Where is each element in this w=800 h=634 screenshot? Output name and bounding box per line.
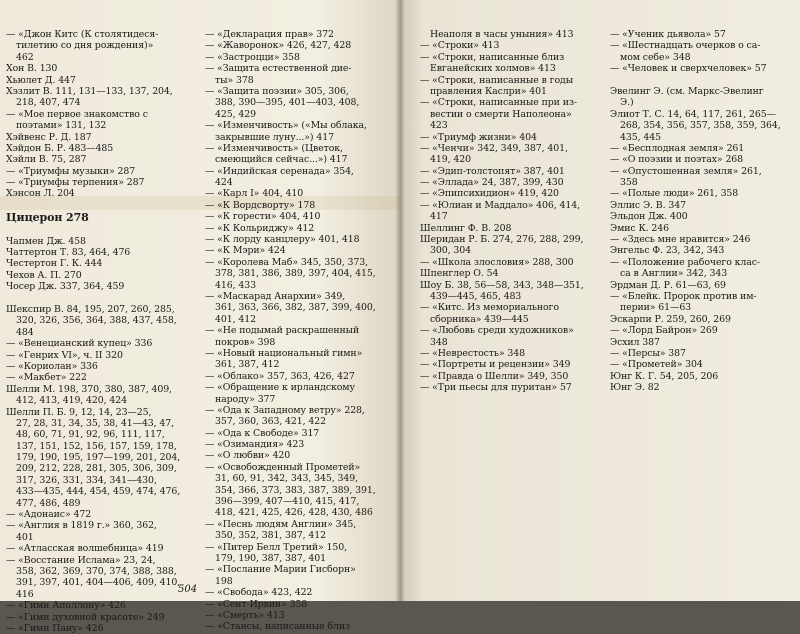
index-entry: — «К горести» 404, 410 xyxy=(205,211,321,223)
index-entry-continuation: 439—445, 465, 483 xyxy=(430,290,522,302)
index-entry: — «Гимн Аполлону» 426 xyxy=(6,600,126,612)
index-entry: — «Эллада» 24, 387, 399, 430 xyxy=(420,177,564,189)
index-entry: — «Портреты и рецензии» 349 xyxy=(420,359,571,371)
index-entry: Эллис Э. В. 347 xyxy=(610,199,686,211)
index-entry: — «Строки» 413 xyxy=(420,40,500,52)
index-entry-continuation: 27, 28, 31, 34, 35, 38, 41—43, 47, xyxy=(16,417,175,429)
index-entry-continuation: 433—435, 444, 454, 459, 474, 476, xyxy=(16,486,181,498)
index-entry-continuation: 354, 366, 373, 383, 387, 389, 391, xyxy=(215,484,376,496)
index-entry: — «Эпипсихидион» 419, 420 xyxy=(420,188,559,200)
index-entry: — «Блейк. Пророк против им- xyxy=(610,290,757,302)
index-entry: — «Адонаис» 472 xyxy=(6,509,92,521)
index-entry: Эвелинг Э. (см. Маркс-Эвелинг xyxy=(610,85,764,97)
index-entry: — «Строки, написанные при из- xyxy=(420,97,577,109)
index-entry: — «Питер Белл Третий» 150, xyxy=(205,541,348,553)
index-entry-continuation: тилетию со дня рождения)» xyxy=(16,40,154,52)
index-entry-continuation: смеющийся сейчас...») 417 xyxy=(215,154,348,166)
index-entry: Энгельс Ф. 23, 342, 343 xyxy=(610,245,725,257)
index-entry: — «Озимандия» 423 xyxy=(205,439,305,451)
index-entry: Шелли М. 198, 370, 380, 387, 409, xyxy=(6,383,172,395)
index-entry-continuation: 424 xyxy=(215,177,233,189)
index-entry: Чосер Дж. 337, 364, 459 xyxy=(6,281,125,293)
index-entry: — «Неврестость» 348 xyxy=(420,347,525,359)
index-entry: — «Триумф жизни» 404 xyxy=(420,131,537,143)
index-entry: — «К лорду канцлеру» 401, 418 xyxy=(205,234,360,246)
index-entry: — «Опустошенная земля» 261, xyxy=(610,165,762,177)
index-entry-continuation: 419, 420 xyxy=(430,154,471,166)
index-entry: Чехов А. П. 270 xyxy=(6,269,82,281)
index-entry: — «К Кольриджу» 412 xyxy=(205,222,315,234)
index-entry-continuation: перии» 61—63 xyxy=(620,302,692,314)
index-entry: — «Юлиан и Маддало» 406, 414, xyxy=(420,199,580,211)
index-entry: — «Маскарад Анархии» 349, xyxy=(205,290,346,302)
index-entry-continuation: покров» 398 xyxy=(215,336,276,348)
index-entry: — «Триумфы терпения» 287 xyxy=(6,177,145,189)
index-entry: — «Любовь среди художников» xyxy=(420,325,574,337)
index-entry: Юнг К. Г. 54, 205, 206 xyxy=(610,370,719,382)
index-entry-continuation: 401 xyxy=(16,531,34,543)
index-entry-continuation: 425, 429 xyxy=(215,108,256,120)
index-entry: — «Три пьесы для пуритан» 57 xyxy=(420,382,572,394)
index-entry-continuation: 300, 304 xyxy=(430,245,471,257)
index-entry: — «Ченчи» 342, 349, 387, 401, xyxy=(420,142,568,154)
index-gap xyxy=(6,200,198,211)
index-entry: — «Бесплодная земля» 261 xyxy=(610,142,745,154)
index-entry-continuation: 361, 387, 412 xyxy=(215,359,280,371)
index-entry-continuation: 209, 212, 228, 281, 305, 306, 309, xyxy=(16,463,177,475)
right-page xyxy=(400,0,800,601)
index-entry-continuation: 388, 390—395, 401—403, 408, xyxy=(215,97,360,109)
index-entry-continuation: 137, 151, 152, 156, 157, 159, 178, xyxy=(16,440,177,452)
index-entry-continuation: 378, 381, 386, 389, 397, 404, 415, xyxy=(215,268,376,280)
index-entry-continuation: 435, 445 xyxy=(620,131,661,143)
index-entry-continuation: 416 xyxy=(16,588,34,600)
index-entry-continuation: 358, 362, 369, 370, 374, 388, 388, xyxy=(16,565,177,577)
index-entry: Хьюлет Д. 447 xyxy=(6,74,76,86)
index-entry-continuation: 31, 60, 91, 342, 343, 345, 349, xyxy=(215,473,359,485)
index-entry-continuation: 484 xyxy=(16,326,34,338)
index-entry: — «Здесь мне нравится» 246 xyxy=(610,234,751,246)
index-entry: — «Гимн Пану» 426 xyxy=(6,622,104,634)
index-entry-continuation: мом себе» 348 xyxy=(620,51,691,63)
index-entry: — «К Мэри» 424 xyxy=(205,245,286,257)
index-entry: — «Полые люди» 261, 358 xyxy=(610,188,739,200)
index-entry: — «Кориолан» 336 xyxy=(6,360,98,372)
index-entry: Юнг Э. 82 xyxy=(610,382,660,394)
index-entry: Шеридан Р. Б. 274, 276, 288, 299, xyxy=(420,234,584,246)
index-column-3 xyxy=(420,29,608,394)
index-entry-continuation: 423 xyxy=(430,120,448,132)
index-entry: — «Изменчивость» («Мы облака, xyxy=(205,120,367,132)
index-entry: — «Восстание Ислама» 23, 24, xyxy=(6,554,156,566)
index-entry-continuation: 358 xyxy=(620,177,638,189)
index-entry-continuation: 350, 352, 381, 387, 412 xyxy=(215,530,327,542)
index-entry: — «Ода к Западному ветру» 228, xyxy=(205,404,365,416)
index-entry: Хэзлит В. 111, 131—133, 137, 204, xyxy=(6,85,173,97)
index-entry: Шпенглер О. 54 xyxy=(420,268,499,280)
index-entry: Шоу Б. 38, 56—58, 343, 348—351, xyxy=(420,279,584,291)
index-entry: — «Защита поэзии» 305, 306, xyxy=(205,85,349,97)
index-entry: — «Застроцци» 358 xyxy=(205,51,300,63)
index-entry: — «Венецианский купец» 336 xyxy=(6,338,153,350)
index-entry: — «Смерть» 413 xyxy=(205,609,285,621)
index-entry-continuation: 396—399, 407—410, 415, 417, xyxy=(215,496,360,508)
index-entry: — «Шестнадцать очерков о са- xyxy=(610,40,761,52)
index-entry: — «Стансы, написанные близ xyxy=(205,621,350,633)
index-entry: Чаттертон Т. 83, 464, 476 xyxy=(6,247,131,259)
index-entry: Хон В. 130 xyxy=(6,63,58,75)
index-entry-continuation: 412, 413, 419, 420, 424 xyxy=(16,395,128,407)
index-entry: — «Правда о Шелли» 349, 350 xyxy=(420,370,569,382)
index-entry-continuation: 391, 397, 401, 404—406, 409, 410, xyxy=(16,577,181,589)
index-entry: — «Освобожденный Прометей» xyxy=(205,461,361,473)
index-entry: — «Песнь людям Англии» 345, xyxy=(205,518,357,530)
index-entry: Элиот Т. С. 14, 64, 117, 261, 265— xyxy=(610,108,776,120)
index-entry-continuation: 317, 326, 331, 334, 341—430, xyxy=(16,474,157,486)
page-number: 504 xyxy=(178,584,198,595)
index-entry-continuation: 348 xyxy=(430,336,448,348)
index-entry: — «Свобода» 423, 422 xyxy=(205,587,313,599)
index-entry: Эсхил 387 xyxy=(610,336,660,348)
index-entry: — «Атласская волшебница» 419 xyxy=(6,543,164,555)
index-entry: Эрдман Д. Р. 61—63, 69 xyxy=(610,279,726,291)
index-entry: — «Строки, написанные близ xyxy=(420,51,565,63)
index-entry-continuation: 198 xyxy=(215,575,233,587)
index-entry: Цицерон 278 xyxy=(6,211,89,225)
index-entry: Хэйли В. 75, 287 xyxy=(6,154,87,166)
index-entry-continuation: 477, 486, 489 xyxy=(16,497,81,509)
index-entry: — «О любви» 420 xyxy=(205,450,291,462)
index-entry-continuation: 361, 363, 366, 382, 387, 399, 400, xyxy=(215,302,376,314)
index-entry: — «Генрих VI», ч. II 320 xyxy=(6,349,123,361)
index-entry: — «Лорд Байрон» 269 xyxy=(610,325,718,337)
index-entry-continuation: 179, 190, 387, 387, 401 xyxy=(215,552,327,564)
index-entry: Хэнсон Л. 204 xyxy=(6,188,75,200)
index-entry: Хэйдон Б. Р. 483—485 xyxy=(6,142,114,154)
index-entry: — «Обращение к ирландскому xyxy=(205,382,355,394)
index-entry-continuation: 320, 326, 356, 364, 388, 437, 458, xyxy=(16,315,177,327)
index-entry: Эльдон Дж. 400 xyxy=(610,211,688,223)
index-entry: — «Ода к Свободе» 317 xyxy=(205,427,320,439)
index-entry-continuation: 401, 412 xyxy=(215,313,256,325)
index-entry: — «Индийская серенада» 354, xyxy=(205,165,354,177)
index-entry-continuation: Неаполя в часы уныния» 413 xyxy=(430,29,574,40)
index-entry: — «Школа злословия» 288, 300 xyxy=(420,256,574,268)
index-entry: — «О поэзии и поэтах» 268 xyxy=(610,154,744,166)
index-gap xyxy=(6,224,198,235)
index-entry-continuation: вестии о смерти Наполеона» xyxy=(430,108,572,120)
index-entry: Хэйвенс Р. Д. 187 xyxy=(6,131,92,143)
index-entry-continuation: 268, 354, 356, 357, 358, 359, 364, xyxy=(620,120,781,132)
index-entry-continuation: сборника» 439—445 xyxy=(430,313,529,325)
index-entry: Чапмен Дж. 458 xyxy=(6,235,86,247)
index-entry-continuation: поэтами» 131, 132 xyxy=(16,120,107,132)
book-spine xyxy=(396,0,404,601)
index-entry: — «Жаворонок» 426, 427, 428 xyxy=(205,40,352,52)
index-entry: — «Облако» 357, 363, 426, 427 xyxy=(205,370,355,382)
index-entry-continuation: Э.) xyxy=(620,97,634,109)
index-entry: — «Ученик дьявола» 57 xyxy=(610,29,726,40)
index-entry: — «Мое первое знакомство с xyxy=(6,108,148,120)
index-entry: — «Карл I» 404, 410 xyxy=(205,188,304,200)
index-entry: — «Триумфы музыки» 287 xyxy=(6,165,136,177)
index-entry-continuation: 179, 190, 195, 197—199, 201, 204, xyxy=(16,452,181,464)
index-column-1 xyxy=(6,29,198,634)
index-entry: — «Англия в 1819 г.» 360, 362, xyxy=(6,520,157,532)
index-entry-continuation: 417 xyxy=(430,211,448,223)
index-entry: — «Эдип-толстопят» 387, 401 xyxy=(420,165,565,177)
index-entry: — «Защита естественной дие- xyxy=(205,63,352,75)
index-entry: Честертон Г. К. 444 xyxy=(6,258,103,270)
index-entry-continuation: 357, 360, 363, 421, 422 xyxy=(215,416,327,428)
index-entry: Шелли П. Б. 9, 12, 14, 23—25, xyxy=(6,406,152,418)
index-entry: — «К Вордсворту» 178 xyxy=(205,199,316,211)
index-entry-continuation: 48, 60, 71, 91, 92, 96, 111, 117, xyxy=(16,429,165,441)
index-entry: — «Изменчивость» (Цветок, xyxy=(205,142,343,154)
index-column-4 xyxy=(610,29,796,394)
index-entry: — «Джон Китс (К столятидеся- xyxy=(6,29,159,40)
index-entry: Эмис К. 246 xyxy=(610,222,669,234)
index-entry: — «Не подымай раскрашенный xyxy=(205,325,360,337)
index-gap xyxy=(610,75,796,86)
index-entry: — «Сент-Ирвин» 358 xyxy=(205,598,308,610)
index-entry: — «Китс. Из мемориального xyxy=(420,302,559,314)
index-entry: — «Макбет» 222 xyxy=(6,372,87,384)
index-entry-continuation: 416, 433 xyxy=(215,279,256,291)
index-entry: — «Положение рабочего клас- xyxy=(610,256,760,268)
index-entry: — «Персы» 387 xyxy=(610,347,686,359)
index-entry-continuation: 218, 407, 474 xyxy=(16,97,81,109)
index-entry: — «Прометей» 304 xyxy=(610,359,703,371)
index-entry: Эскарпи Р. 259, 260, 269 xyxy=(610,313,731,325)
index-entry: — «Гимн духовной красоте» 249 xyxy=(6,611,165,623)
index-entry-continuation: ты» 378 xyxy=(215,74,254,86)
index-column-2 xyxy=(205,29,397,633)
index-entry: — «Новый национальный гимн» xyxy=(205,347,363,359)
index-entry-continuation: народу» 377 xyxy=(215,393,276,405)
index-entry-continuation: са в Англии» 342, 343 xyxy=(620,268,728,280)
index-entry: — «Королева Маб» 345, 350, 373, xyxy=(205,256,369,268)
index-entry: — «Строки, написанные в годы xyxy=(420,74,574,86)
index-entry-continuation: Евганейских холмов» 413 xyxy=(430,63,556,75)
index-entry-continuation: закрывшие луну...») 417 xyxy=(215,131,334,143)
index-entry-continuation: правления Каслри» 401 xyxy=(430,85,547,97)
index-entry: Шекспир В. 84, 195, 207, 260, 285, xyxy=(6,303,175,315)
index-entry: — «Человек и сверхчеловек» 57 xyxy=(610,63,767,75)
index-entry-continuation: 462 xyxy=(16,51,34,63)
index-gap xyxy=(6,293,198,304)
index-entry-continuation: 418, 421, 425, 426, 428, 430, 486 xyxy=(215,507,373,519)
index-entry: — «Послание Марии Гисборн» xyxy=(205,564,356,576)
index-entry: — «Декларация прав» 372 xyxy=(205,29,334,40)
index-entry: Шеллинг Ф. В. 208 xyxy=(420,222,512,234)
